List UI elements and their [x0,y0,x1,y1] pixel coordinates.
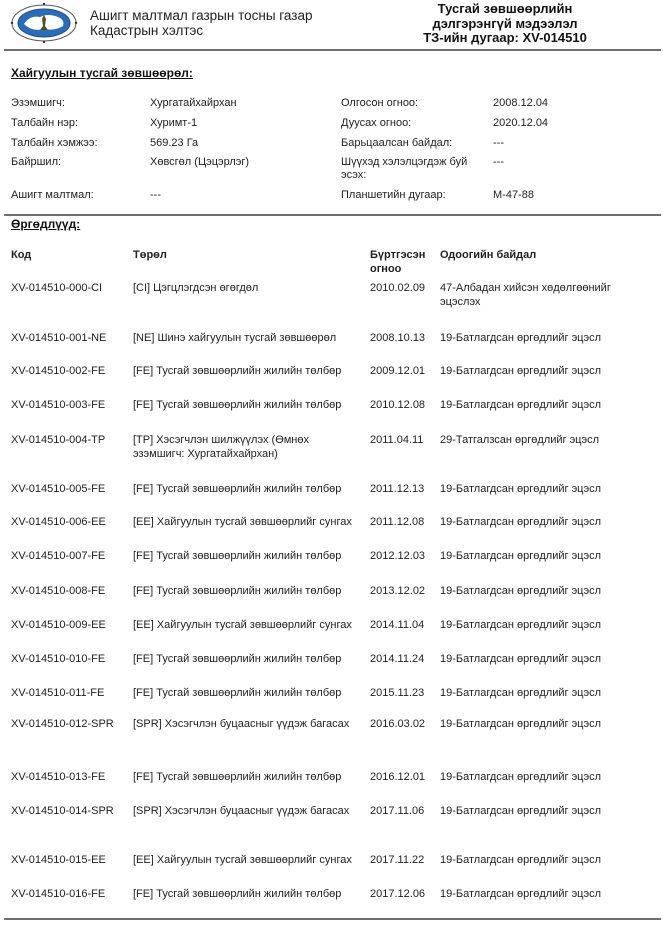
emblem-icon [8,2,80,44]
type-cell: [FE] Тусгай зөвшөөрлийн жилийн төлбөр [133,771,342,783]
type-cell: [FE] Тусгай зөвшөөрлийн жилийн төлбөр [133,888,342,900]
status-cell: 19-Батлагдсан өргөдлийг эцэсл [440,619,602,631]
column-header-type: Төрөл [133,249,167,261]
code-cell: XV-014510-011-FE [11,687,105,699]
type-cell: [FE] Тусгай зөвшөөрлийн жилийн төлбөр [133,365,342,377]
status-cell: 47-Албадан хийсэн хөдөлгөөнийг эцэслэх [440,282,611,308]
type-cell: [EE] Хайгуулын тусгай зөвшөөрлийг сунгах [133,854,352,866]
code-cell: XV-014510-002-FE [11,365,106,377]
status-cell: 19-Батлагдсан өргөдлийг эцэсл [440,687,602,699]
code-cell: XV-014510-005-FE [11,483,106,495]
type-cell: [FE] Тусгай зөвшөөрлийн жилийн төлбөр [133,585,342,597]
code-cell: XV-014510-013-FE [11,771,106,783]
code-cell: XV-014510-008-FE [11,585,106,597]
status-cell: 19-Батлагдсан өргөдлийг эцэсл [440,888,602,900]
expiry-date-label: Дуусах огноо: [341,117,412,129]
type-cell: [FE] Тусгай зөвшөөрлийн жилийн төлбөр [133,550,342,562]
expiry-date-value: 2020.12.04 [493,117,549,129]
section-divider [4,214,661,216]
date-cell: 2016.12.01 [370,771,426,783]
area-size-value: 569.23 Га [150,137,199,149]
date-cell: 2010.12.08 [370,399,426,411]
map-sheet-value: M-47-88 [493,189,534,201]
mineral-label: Ашигт малтмал: [11,189,94,201]
header-divider [4,49,661,51]
pledge-status-value: --- [493,137,504,149]
date-cell: 2011.12.13 [370,483,425,495]
status-cell: 19-Батлагдсан өргөдлийг эцэсл [440,653,602,665]
type-cell: [CI] Цэгцлэгдсэн өгөгдөл [133,282,259,294]
license-section-title: Хайгуулын тусгай зөвшөөрөл: [11,66,193,80]
date-cell: 2008.10.13 [370,332,426,344]
organization-name [90,8,312,38]
court-status-value: --- [493,156,504,168]
status-cell: 19-Батлагдсан өргөдлийг эцэсл [440,854,602,866]
type-cell: [NE] Шинэ хайгуулын тусгай зөвшөөрөл [133,332,337,344]
date-cell: 2014.11.04 [370,619,425,631]
date-cell: 2012.12.03 [370,550,426,562]
location-label: Байршил: [11,156,62,168]
applications-section-title: Өргөдлүүд: [11,217,81,231]
location-value: Хөвсгөл (Цэцэрлэг) [150,156,250,168]
type-cell: [SPR] Хэсэгчлэн буцаасныг үүдэж багасах [133,805,350,817]
code-cell: XV-014510-007-FE [11,550,106,562]
code-cell: XV-014510-010-FE [11,653,106,665]
date-cell: 2017.12.06 [370,888,426,900]
date-cell: 2010.02.09 [370,282,426,294]
type-cell: [FE] Тусгай зөвшөөрлийн жилийн төлбөр [133,399,342,411]
date-cell: 2011.12.08 [370,516,425,528]
code-cell: XV-014510-003-FE [11,399,106,411]
status-cell: 19-Батлагдсан өргөдлийг эцэсл [440,365,602,377]
column-header-code: Код [11,249,32,261]
date-cell: 2016.03.02 [370,718,426,730]
status-cell: 19-Батлагдсан өргөдлийг эцэсл [440,516,602,528]
code-cell: XV-014510-016-FE [11,888,106,900]
footer-divider [4,918,661,920]
date-cell: 2014.11.24 [370,653,425,665]
org-line-1: Ашигт малтмал газрын тосны газар [90,8,313,23]
doc-title-line-2: дэлгэрэнгүй мэдээлэл [432,15,578,31]
license-number: ТЗ-ийн дугаар: XV-014510 [423,30,587,45]
status-cell: 19-Батлагдсан өргөдлийг эцэсл [440,718,602,730]
code-cell: XV-014510-004-TP [11,434,106,446]
date-cell: 2009.12.01 [370,365,426,377]
type-cell: [TP] Хэсэгчлэн шилжүүлэх (Өмнөх эзэмшигч: Хургатайхайрхан) [133,434,309,460]
status-cell: 19-Батлагдсан өргөдлийг эцэсл [440,805,602,817]
type-cell: [SPR] Хэсэгчлэн буцаасныг үүдэж багасах [133,718,350,730]
map-sheet-label: Планшетийн дугаар: [341,189,446,201]
type-cell: [EE] Хайгуулын тусгай зөвшөөрлийг сунгах [133,516,352,528]
date-cell: 2013.12.02 [370,585,426,597]
status-cell: 19-Батлагдсан өргөдлийг эцэсл [440,483,602,495]
issued-date-label: Олгосон огноо: [341,97,419,109]
type-cell: [FE] Тусгай зөвшөөрлийн жилийн төлбөр [133,653,342,665]
code-cell: XV-014510-006-EE [11,516,106,528]
type-cell: [FE] Тусгай зөвшөөрлийн жилийн төлбөр [133,687,342,699]
date-cell: 2017.11.06 [370,805,425,817]
date-cell: 2017.11.22 [370,854,425,866]
org-line-2: Кадастрын хэлтэс [90,23,204,38]
column-header-status: Одоогийн байдал [440,249,537,261]
date-cell: 2011.04.11 [370,434,424,446]
owner-value: Хургатайхайрхан [150,97,237,109]
status-cell: 19-Батлагдсан өргөдлийг эцэсл [440,771,602,783]
code-cell: XV-014510-015-EE [11,854,106,866]
status-cell: 19-Батлагдсан өргөдлийг эцэсл [440,399,602,411]
doc-title-line-1: Тусгай зөвшөөрлийн [437,1,573,16]
area-name-value: Хуримт-1 [150,117,198,129]
area-size-label: Талбайн хэмжээ: [11,137,98,149]
area-name-label: Талбайн нэр: [11,117,79,129]
document-title [405,2,605,46]
pledge-status-label: Барьцаалсан байдал: [341,137,453,149]
code-cell: XV-014510-009-EE [11,619,106,631]
code-cell: XV-014510-000-CI [11,282,103,294]
date-cell: 2015.11.23 [370,687,425,699]
owner-label: Эзэмшигч: [11,97,65,109]
court-status-label: Шүүхэд хэлэлцэгдэж буй эсэх: [341,156,468,181]
type-cell: [FE] Тусгай зөвшөөрлийн жилийн төлбөр [133,483,342,495]
code-cell: XV-014510-012-SPR [11,718,114,730]
mineral-value: --- [150,189,161,201]
column-header-date: Бүртгэсэн огноо [370,249,426,275]
status-cell: 19-Батлагдсан өргөдлийг эцэсл [440,332,602,344]
issued-date-value: 2008.12.04 [493,97,549,109]
status-cell: 19-Батлагдсан өргөдлийг эцэсл [440,585,602,597]
code-cell: XV-014510-001-NE [11,332,107,344]
code-cell: XV-014510-014-SPR [11,805,114,817]
type-cell: [EE] Хайгуулын тусгай зөвшөөрлийг сунгах [133,619,352,631]
status-cell: 29-Татгалзсан өргөдлийг эцэсл [440,434,600,446]
status-cell: 19-Батлагдсан өргөдлийг эцэсл [440,550,602,562]
